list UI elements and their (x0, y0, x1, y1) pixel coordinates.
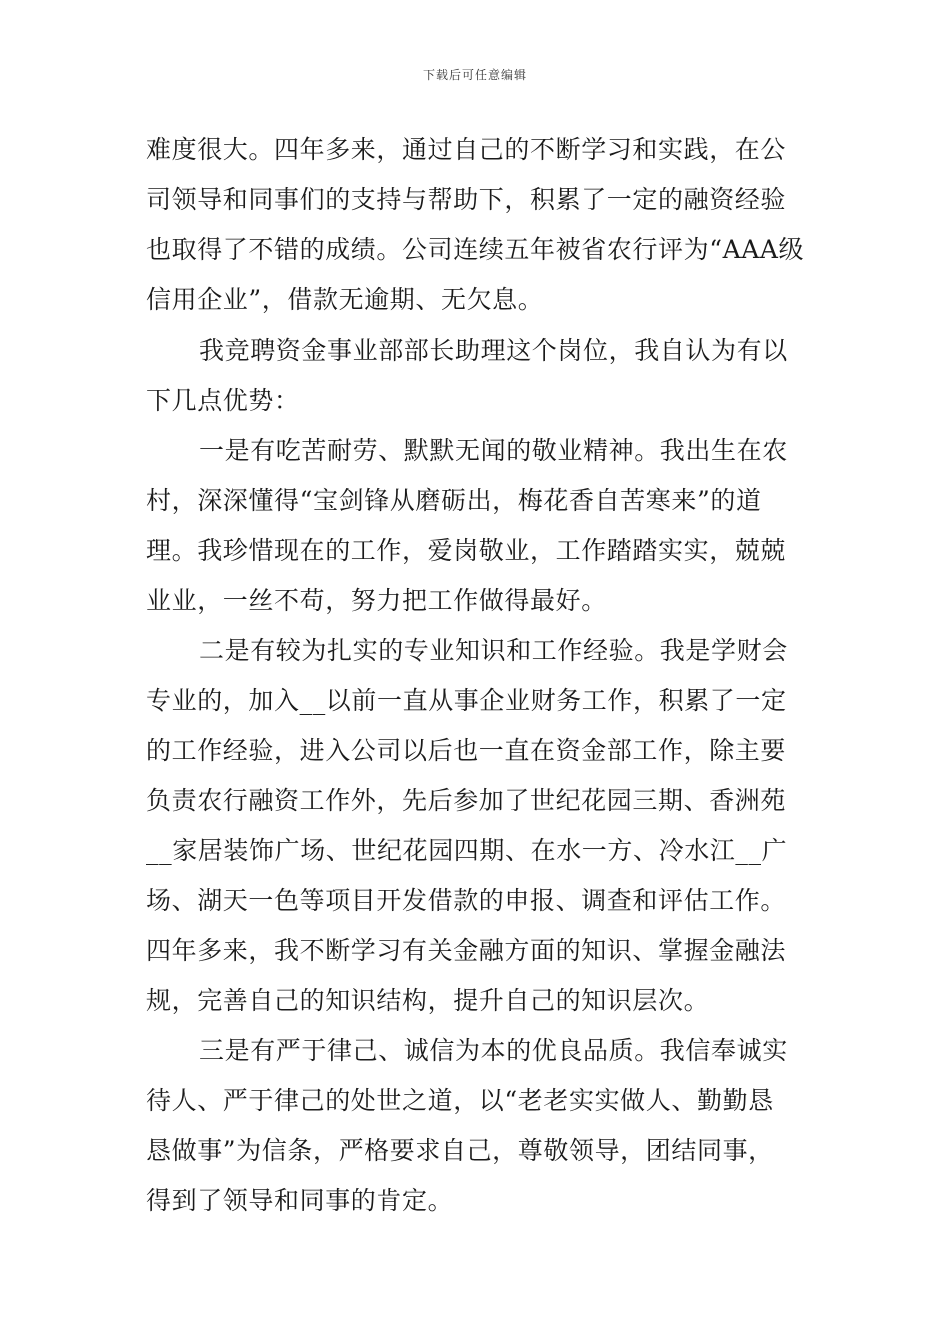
text-line: 的工作经验，进入公司以后也一直在资金部工作，除主要 (146, 736, 787, 765)
text-line: 负责农行融资工作外，先后参加了世纪花园三期、香洲苑 (146, 786, 787, 815)
text-line: 村，深深懂得“宝剑锋从磨砺出，梅花香自苦寒来”的道 (146, 486, 762, 515)
text-line: 下几点优势： (146, 386, 300, 415)
text-line: 四年多来，我不断学习有关金融方面的知识、掌握金融法 (146, 936, 787, 965)
text-line: 得到了领导和同事的肯定。 (146, 1186, 454, 1215)
text-line: 专业的，加入__以前一直从事企业财务工作，积累了一定 (146, 686, 787, 715)
text-line: 待人、严于律己的处世之道，以“老老实实做人、勤勤恳 (146, 1086, 774, 1115)
text-line: 三是有严于律己、诚信为本的优良品质。我信奉诚实 (199, 1036, 788, 1065)
text-line: 场、湖天一色等项目开发借款的申报、调查和评估工作。 (146, 886, 787, 915)
text-line: 司领导和同事们的支持与帮助下，积累了一定的融资经验 (146, 185, 787, 214)
text-line: 一是有吃苦耐劳、默默无闻的敬业精神。我出生在农 (199, 436, 788, 465)
text-line: 理。我珍惜现在的工作，爱岗敬业，工作踏踏实实，兢兢 (146, 536, 787, 565)
text-line: 我竞聘资金事业部部长助理这个岗位，我自认为有以 (199, 336, 788, 365)
text-line: __家居装饰广场、世纪花园四期、在水一方、冷水江__广 (146, 836, 788, 865)
text-line: 信用企业”，借款无逾期、无欠息。 (146, 285, 544, 314)
text-line: 二是有较为扎实的专业知识和工作经验。我是学财会 (199, 636, 788, 665)
text-line: 规，完善自己的知识结构，提升自己的知识层次。 (146, 986, 710, 1015)
text-line: 难度很大。四年多来，通过自己的不断学习和实践，在公 (146, 135, 787, 164)
text-line: 也取得了不错的成绩。公司连续五年被省农行评为“AAA级 (146, 235, 805, 264)
text-line: 业业，一丝不苟，努力把工作做得最好。 (146, 586, 607, 615)
text-line: 恳做事”为信条，严格要求自己，尊敬领导，团结同事， (146, 1136, 774, 1165)
page-header: 下载后可任意编辑 (422, 68, 527, 82)
